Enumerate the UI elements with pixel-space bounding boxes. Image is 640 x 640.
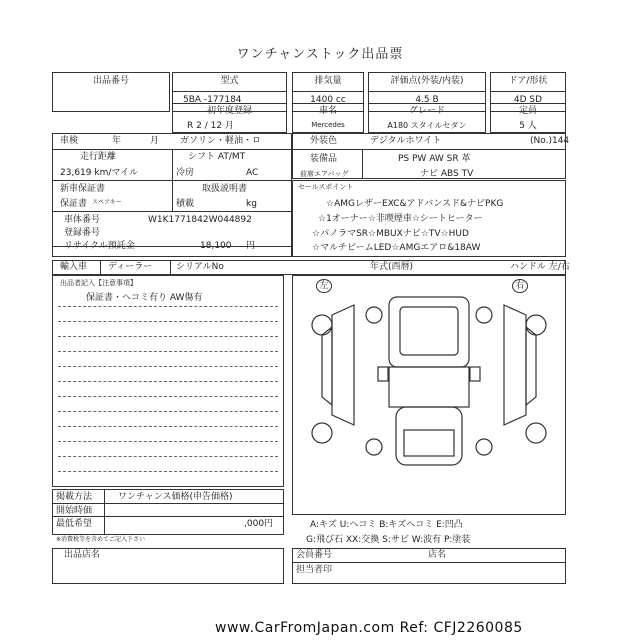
- grade-box: [368, 103, 486, 133]
- sales-point-2: ☆1オーナー☆非喫煙車☆シートヒーター: [318, 214, 483, 224]
- price-min-label: 最低希望: [56, 519, 93, 529]
- spare-key: スペアキー: [92, 199, 122, 206]
- grade-label: グレード: [408, 106, 445, 116]
- year-type-label: 年式(西暦): [370, 262, 414, 272]
- legend-line-1: A:キズ U:ヘコミ B:キズヘコミ E:凹凸: [310, 520, 463, 530]
- first-reg-box: [172, 103, 287, 133]
- manual: 取扱説明書: [202, 184, 248, 194]
- displacement-value: 1400 cc: [310, 95, 346, 105]
- reg-no-label: 登録番号: [64, 228, 101, 238]
- wheel-left-rear: [312, 423, 332, 443]
- mileage-label: 走行距離: [80, 152, 117, 162]
- chassis-value: W1K1771842W044892: [148, 215, 252, 225]
- legend-line-2: G:飛び石 XX:交換 S:サビ W:波有 P:塗装: [306, 535, 471, 545]
- equipment-line1: PS PW AW SR 革: [398, 154, 471, 164]
- watermark: www.CarFromJapan.com Ref: CFJ2260085: [215, 620, 523, 636]
- sales-point-3: ☆パノラマSR☆MBUXナビ☆TV☆HUD: [312, 229, 469, 239]
- displacement-label: 排気量: [314, 76, 342, 86]
- inspection-year: 年: [112, 136, 122, 146]
- model-value: 5BA -177184: [183, 95, 242, 105]
- notes-title: 出品者記入【注意事項】: [60, 279, 137, 287]
- price-amount-unit: ,000円: [244, 519, 274, 529]
- sales-points-title: セールスポイント: [298, 183, 354, 191]
- chassis-label: 車体番号: [64, 215, 101, 225]
- serial-label: シリアルNo: [176, 262, 224, 272]
- wheel-right-rear: [526, 423, 546, 443]
- capacity-box: [490, 103, 566, 133]
- evaluation-value: 4.5 B: [415, 95, 439, 105]
- wheel-right-front: [526, 315, 546, 335]
- interior-options: 前席エアバッグ: [300, 170, 349, 178]
- recycle-unit: 円: [246, 241, 256, 251]
- make-label: 車名: [318, 106, 337, 116]
- warranty: 保証書: [60, 199, 88, 209]
- grade-value: A180 スタイルセダン: [387, 121, 467, 130]
- tax-note: ※消費税等を含めてご記入下さい: [56, 536, 146, 543]
- lot-no-box: [52, 72, 170, 112]
- doors-value: 4D SD: [513, 95, 543, 105]
- loading-unit: kg: [246, 199, 257, 209]
- ac-label: 冷房: [176, 168, 195, 178]
- inspection-label: 車検: [60, 136, 79, 146]
- evaluation-label: 評価点(外装/内装): [390, 76, 464, 86]
- new-car-warranty: 新車保証書: [60, 184, 106, 194]
- contact-label: 担当者印: [296, 565, 333, 575]
- exterior-value: デジタルホワイト: [370, 136, 442, 146]
- right-side-label: 右: [512, 279, 528, 293]
- member-no-label: 会員番号: [296, 550, 333, 560]
- lot-no-label: 出品番号: [92, 76, 129, 86]
- recycle-value: 18,100: [200, 241, 232, 251]
- mileage-value: 23,619 km/マイル: [60, 168, 139, 178]
- fuel-type: ガソリン・軽油・ロ: [180, 136, 262, 146]
- price-method-label: 掲載方法: [56, 492, 93, 502]
- first-reg-value: R 2 / 12 月: [187, 121, 234, 131]
- sales-point-1: ☆AMGレザーEXC&アドバンスド&ナビPKG: [326, 199, 504, 209]
- sales-point-4: ☆マルチビームLED☆AMGエアロ&18AW: [312, 243, 481, 253]
- capacity-value: 5 人: [519, 121, 537, 131]
- form-title: ワンチャンストック出品票: [236, 47, 404, 62]
- inspection-month: 月: [150, 136, 160, 146]
- first-reg-label: 初年度登録: [206, 106, 252, 116]
- ac-value: AC: [246, 168, 259, 178]
- doors-label: ドア/形状: [508, 76, 548, 86]
- handle-label: ハンドル 左/右: [510, 262, 570, 272]
- notes-line-1: 保証書・ヘコミ有り AW傷有: [86, 293, 203, 303]
- price-label: ワンチャンス価格(申告価格): [118, 492, 233, 502]
- make-box: [292, 103, 364, 133]
- car-diagram: [292, 275, 566, 515]
- shift-label: シフト AT/MT: [188, 152, 246, 162]
- make-value: Mercedes: [311, 121, 345, 129]
- recycle-label: リサイクル預託金: [64, 241, 135, 251]
- import-label: 輸入車: [60, 262, 88, 272]
- wheel-left-front: [312, 315, 332, 335]
- loading-label: 積載: [176, 199, 195, 209]
- model-label: 型式: [220, 76, 239, 86]
- dealer-label: ディーラー: [108, 262, 153, 272]
- price-start-label: 開始時価: [56, 506, 93, 516]
- member-name-label: 店名: [428, 550, 447, 560]
- seller-label: 出品店名: [64, 550, 101, 560]
- equipment-line2: ナビ ABS TV: [420, 169, 474, 179]
- equipment-label: 装備品: [310, 154, 338, 164]
- exterior-label: 外装色: [310, 136, 338, 146]
- exterior-code: (No.)144: [530, 136, 570, 146]
- left-side-label: 左: [316, 279, 332, 293]
- capacity-label: 定員: [518, 106, 537, 116]
